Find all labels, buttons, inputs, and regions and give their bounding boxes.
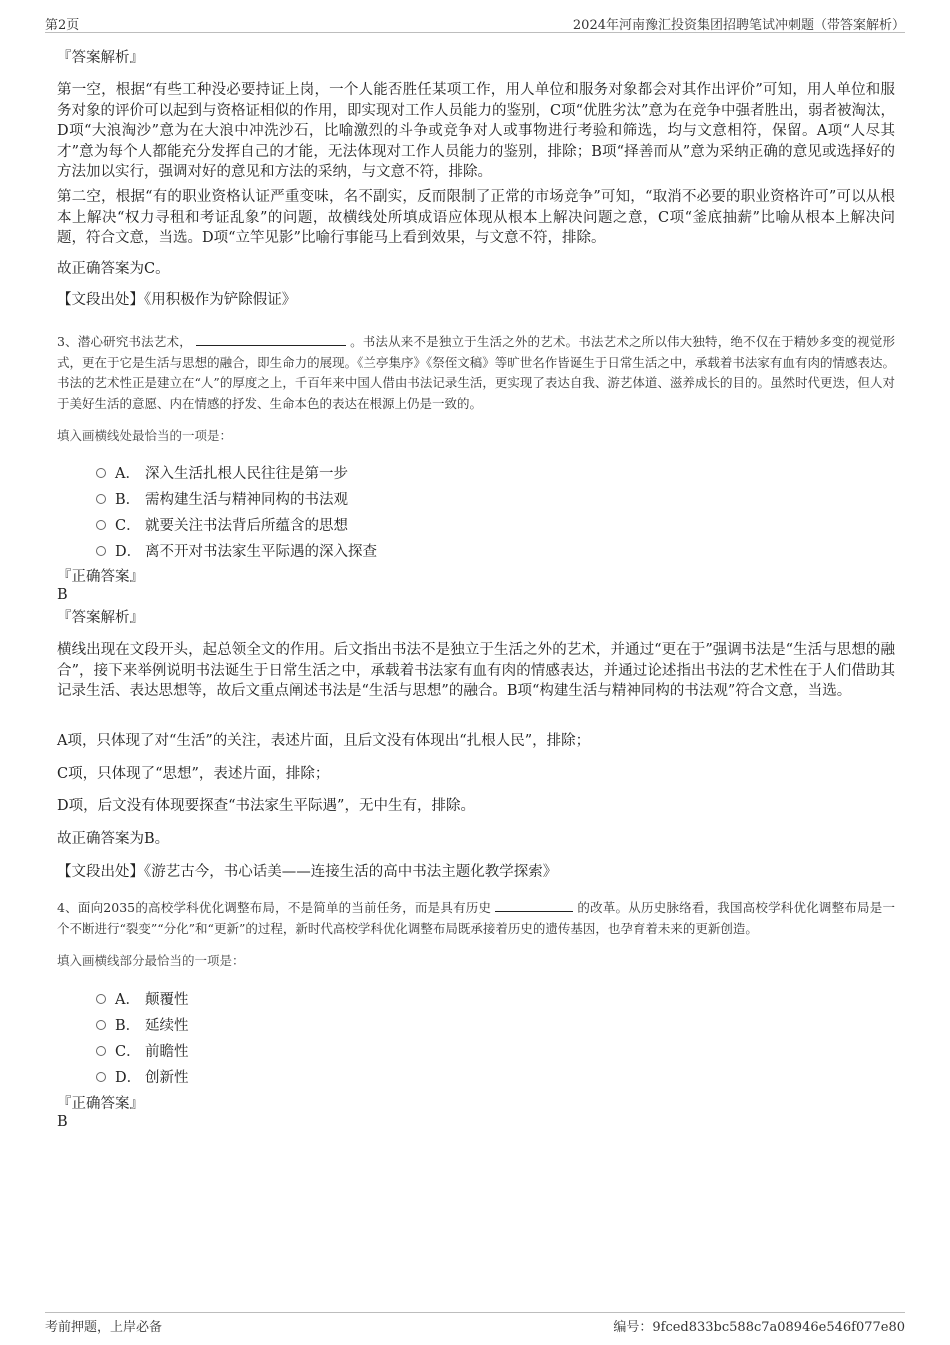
q2-source: 【文段出处】《用积极作为铲除假证》 xyxy=(57,292,297,308)
q2-analysis-paragraph-1: 第一空，根据“有些工种没必要持证上岗，一个人能否胜任某项工作，用人单位和服务对象都会对其作出评价”可知，用人单位和服务对象的评价可以起到与资格证相似的作用，即实现对工作人员能力的鉴别，C项“优胜劣汰”意为在竞争中强者胜出，弱者被淘汰，D项“大浪淘沙”意为在大浪中冲洗沙石，比喻激烈的斗争或竞争对人或事物进行考验和筛选，均与文意相符，保留。A项“人尽其才”意为每个人都能充分发挥自己的才能，无法体现对工作人员能力的鉴别，排除；B项“择善而从”意为采纳正确的意见或选择好的方法加以实行，强调对好的意见和方法的采纳，与文意不符，排除。 xyxy=(57,82,895,180)
q3-prompt: 填入画横线处最恰当的一项是： xyxy=(57,428,233,443)
radio-icon[interactable] xyxy=(96,1020,106,1030)
q2-analysis-paragraph-2: 第二空，根据“有的职业资格认证严重变味，名不副实，反而限制了正常的市场竞争”可知，“取消不必要的职业资格许可”可以从根本上解决“权力寻租和考证乱象”的问题，故横线处所填成语应体现从根本上解决问题之意，C项“釜底抽薪”比喻从根本上解决问题，符合文意，当选。D项“立竿见影”比喻行事能马上看到效果，与文意不符，排除。 xyxy=(57,189,895,246)
page-footer xyxy=(45,1312,905,1335)
page-number: 第2页 xyxy=(45,18,80,33)
document-title: 2024年河南豫汇投资集团招聘笔试冲刺题（带答案解析） xyxy=(572,18,905,33)
q3-answer-label: 『正确答案』 xyxy=(57,569,144,585)
document-id: 编号：9fced833bc588c7a08946e546f077e80 xyxy=(613,1320,905,1335)
radio-icon[interactable] xyxy=(96,520,106,530)
answer-blank xyxy=(495,899,573,912)
q2-analysis-label: 『答案解析』 xyxy=(57,50,144,66)
q3-analysis-paragraph-2: A项，只体现了对“生活”的关注，表述片面，且后文没有体现出“扎根人民”，排除； xyxy=(57,733,591,749)
q3-analysis-label: 『答案解析』 xyxy=(57,610,144,626)
q3-analysis-paragraph-3: C项，只体现了“思想”，表述片面，排除； xyxy=(57,766,330,782)
footer-slogan: 考前押题，上岸必备 xyxy=(45,1320,163,1335)
radio-icon[interactable] xyxy=(96,994,106,1004)
page-header xyxy=(45,12,905,33)
q4-question-text: 4、面向2035的高校学科优化调整布局，不是简单的当前任务，而是具有历史 的改革。从历史脉络看，我国高校学科优化调整布局是一个不断进行“裂变”“分化”和“更新”的过程，新时代高校学科优化调整布局既承接着历史的遗传基因，也孕育着未来的更新创造。 xyxy=(57,900,895,936)
q3-question-text: 3、潜心研究书法艺术， 。书法从来不是独立于生活之外的艺术。书法艺术之所以伟大独特，绝不仅在于精妙多变的视觉形式，更在于它是生活与思想的融合，即生命力的展现。《兰亭集序》《祭侄文稿》等旷世名作皆诞生于日常生活之中，承载着书法家有血有肉的情感表达。书法的艺术性正是建立在“人”的厚度之上，千百年来中国人借由书法记录生活，更实现了表达自我、游艺体道、滋养成长的目的。虽然时代更迭，但人对于美好生活的意愿、内在情感的抒发、生命本色的表达在根源上仍是一致的。 xyxy=(57,334,895,411)
radio-icon[interactable] xyxy=(96,494,106,504)
q3-answer: B xyxy=(57,587,68,603)
radio-icon[interactable] xyxy=(96,1046,106,1056)
answer-blank xyxy=(196,333,346,346)
q3-conclusion: 故正确答案为B。 xyxy=(57,831,170,847)
q4-answer: B xyxy=(57,1114,68,1130)
radio-icon[interactable] xyxy=(96,468,106,478)
q3-source: 【文段出处】《游艺古今，书心话美——连接生活的高中书法主题化教学探索》 xyxy=(57,864,558,880)
radio-icon[interactable] xyxy=(96,1072,106,1082)
q3-analysis-paragraph-1: 横线出现在文段开头，起总领全文的作用。后文指出书法不是独立于生活之外的艺术，并通过“更在于”强调书法是“生活与思想的融合”，接下来举例说明书法诞生于日常生活之中，承载着书法家有血有肉的情感表达，并通过论述指出书法的艺术性在于人们借助其记录生活、表达思想等，故后文重点阐述书法是“生活与思想”的融合。B项“构建生活与精神同构的书法观”符合文意，当选。 xyxy=(57,642,895,699)
q4-prompt: 填入画横线部分最恰当的一项是： xyxy=(57,953,245,968)
q2-conclusion: 故正确答案为C。 xyxy=(57,261,170,277)
q3-analysis-paragraph-4: D项，后文没有体现要探查“书法家生平际遇”，无中生有，排除。 xyxy=(57,798,475,814)
radio-icon[interactable] xyxy=(96,546,106,556)
q4-answer-label: 『正确答案』 xyxy=(57,1096,144,1112)
